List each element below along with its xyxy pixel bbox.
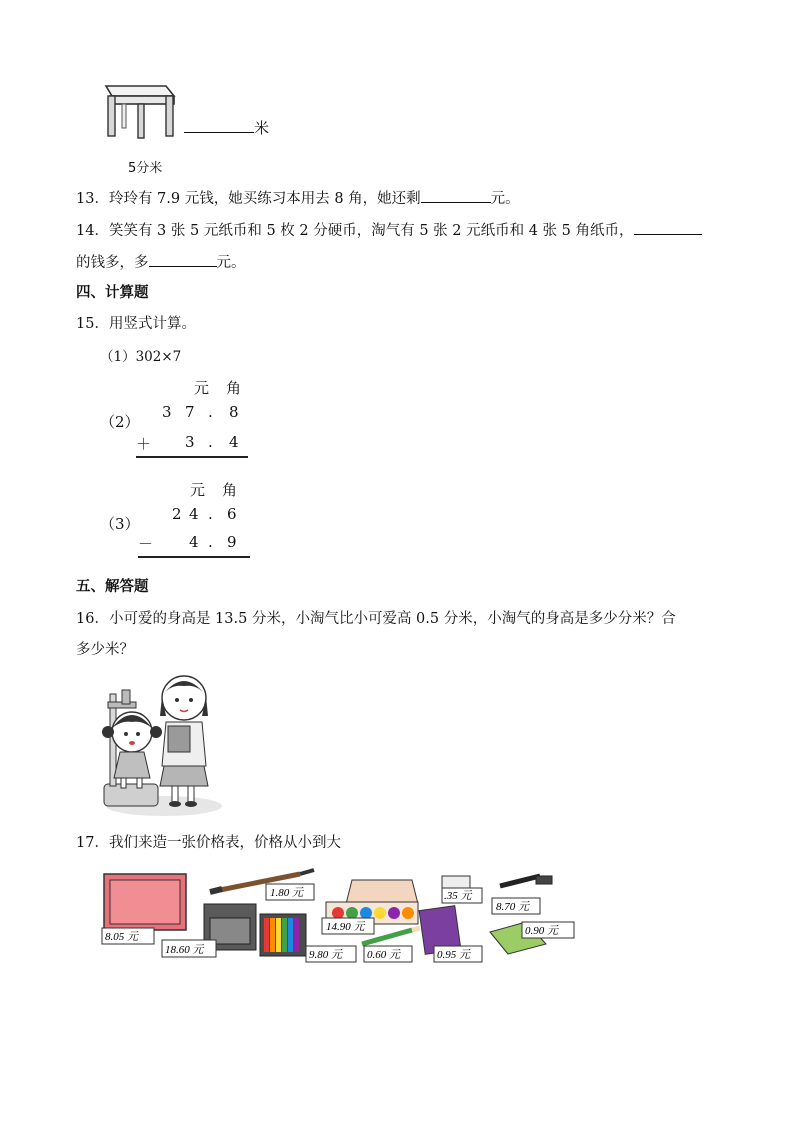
answer-blank-13[interactable] [421, 188, 491, 203]
plus-sign: ＋ [136, 435, 152, 453]
question-14-line1 [76, 220, 702, 241]
digit: 7 [185, 403, 195, 421]
question-13-unit: 元。 [490, 191, 520, 207]
digit: 4 [229, 433, 239, 451]
part2-label: （2） [100, 413, 140, 431]
question-14-line2 [76, 252, 246, 273]
answer-blank-14a[interactable] [634, 220, 702, 235]
section-5-title: 五、解答题 [76, 579, 149, 595]
question-16-line1: 16．小可爱的身高是 13.5 分米，小淘气比小可爱高 0.5 分米，小淘气的身高是多少分米？合 [76, 611, 676, 627]
digit: 3 [162, 403, 172, 421]
question-13-text: 13．玲玲有 7.9 元钱，她买练习本用去 8 角，她还剩 [76, 191, 421, 207]
question-14-text: 14．笑笑有 3 张 5 元纸币和 5 枚 2 分硬币，淘气有 5 张 2 元纸币和 4 张 5 角纸币， [76, 223, 634, 239]
price-tag [442, 888, 482, 903]
price-text: 9.80 元 [309, 949, 342, 961]
header-jiao: 角 [226, 379, 242, 397]
price-text: 8.05 元 [105, 931, 138, 943]
price-text: 18.60 元 [165, 944, 204, 956]
question-15-part1: （1）302×7 [100, 349, 182, 365]
question-15-text: 15．用竖式计算。 [76, 316, 196, 332]
price-tag [306, 946, 356, 962]
question-14-unit: 元。 [216, 255, 246, 271]
price-tag [522, 922, 574, 938]
price-text: 0.90 元 [525, 925, 558, 937]
difference-line [138, 556, 250, 558]
digit: 2 [172, 505, 182, 523]
price-text: 14.90 元 [326, 921, 365, 933]
question-14-text2: 的钱多，多 [76, 255, 149, 271]
digit: 8 [229, 403, 239, 421]
price-text: 1.80 元 [270, 887, 303, 899]
digit: 4 [189, 505, 199, 523]
price-text: .35 元 [444, 890, 472, 902]
decimal-point: . [208, 505, 213, 523]
digit: 6 [227, 505, 237, 523]
header-jiao: 角 [222, 481, 238, 499]
price-tag [102, 928, 154, 944]
stationery-illustration [100, 868, 580, 966]
decimal-point: . [208, 403, 213, 421]
question-13 [76, 188, 520, 209]
unit-meter: 米 [254, 119, 270, 137]
price-text: 8.70 元 [496, 901, 529, 913]
decimal-point: . [208, 533, 213, 551]
price-text: 0.95 元 [437, 949, 470, 961]
price-text: 0.60 元 [367, 949, 400, 961]
digit: 4 [189, 533, 199, 551]
price-tag [322, 918, 374, 934]
height-measurement-illustration [94, 666, 224, 818]
answer-blank-12[interactable] [184, 118, 254, 133]
stool-image [98, 78, 180, 142]
stool-height-label: 5分米 [128, 161, 163, 176]
answer-blank-14b[interactable] [149, 252, 217, 267]
part3-label: （3） [100, 515, 140, 533]
digit: 9 [227, 533, 237, 551]
decimal-point: . [208, 433, 213, 451]
header-yuan: 元 [194, 379, 210, 397]
sum-line [136, 456, 248, 458]
question-16-line2: 多少米？ [76, 642, 134, 658]
digit: 3 [185, 433, 195, 451]
price-tag [266, 884, 314, 900]
header-yuan: 元 [190, 481, 206, 499]
section-4-title: 四、计算题 [76, 285, 149, 301]
question-17-text: 17．我们来造一张价格表，价格从小到大 [76, 835, 341, 851]
price-tag [162, 940, 216, 957]
price-tag [492, 898, 540, 914]
price-tag [434, 946, 482, 962]
price-tag [364, 946, 412, 962]
minus-sign: － [138, 535, 154, 553]
